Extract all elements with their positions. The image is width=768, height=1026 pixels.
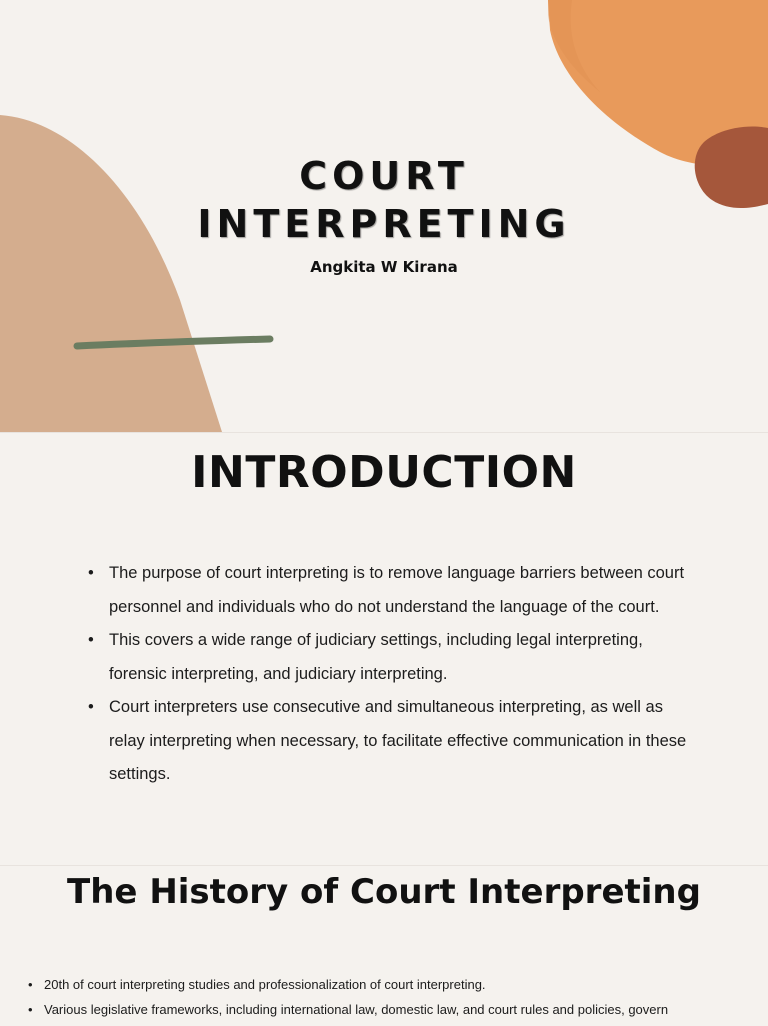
list-item: • The purpose of court interpreting is to remove language barriers between court personnel and individuals who do not understand the language of the court. (88, 557, 698, 624)
history-bullet-list (28, 972, 748, 1022)
history-heading: The History of Court Interpreting (67, 872, 701, 912)
introduction-heading: INTRODUCTION (191, 447, 577, 498)
list-item: • Court interpreters use consecutive and simultaneous interpreting, as well as relay interpreting when necessary, to facilitate effective communication in these settings. (88, 691, 698, 792)
list-item: • 20th of court interpreting studies and professionalization of court interpreting. (28, 972, 748, 997)
title-line-1: COURT (299, 154, 469, 198)
introduction-bullet-list (88, 557, 698, 792)
title-slide (0, 0, 768, 432)
presentation-title (0, 152, 768, 248)
list-item: • Various legislative frameworks, including international law, domestic law, and court rules and policies, govern (28, 997, 748, 1022)
introduction-slide (0, 432, 768, 865)
title-line-2: INTERPRETING (197, 202, 571, 246)
author-name: Angkita W Kirana (310, 258, 458, 276)
list-item: • This covers a wide range of judiciary settings, including legal interpreting, forensic interpreting, and judiciary interpreting. (88, 624, 698, 691)
history-slide (0, 865, 768, 1026)
